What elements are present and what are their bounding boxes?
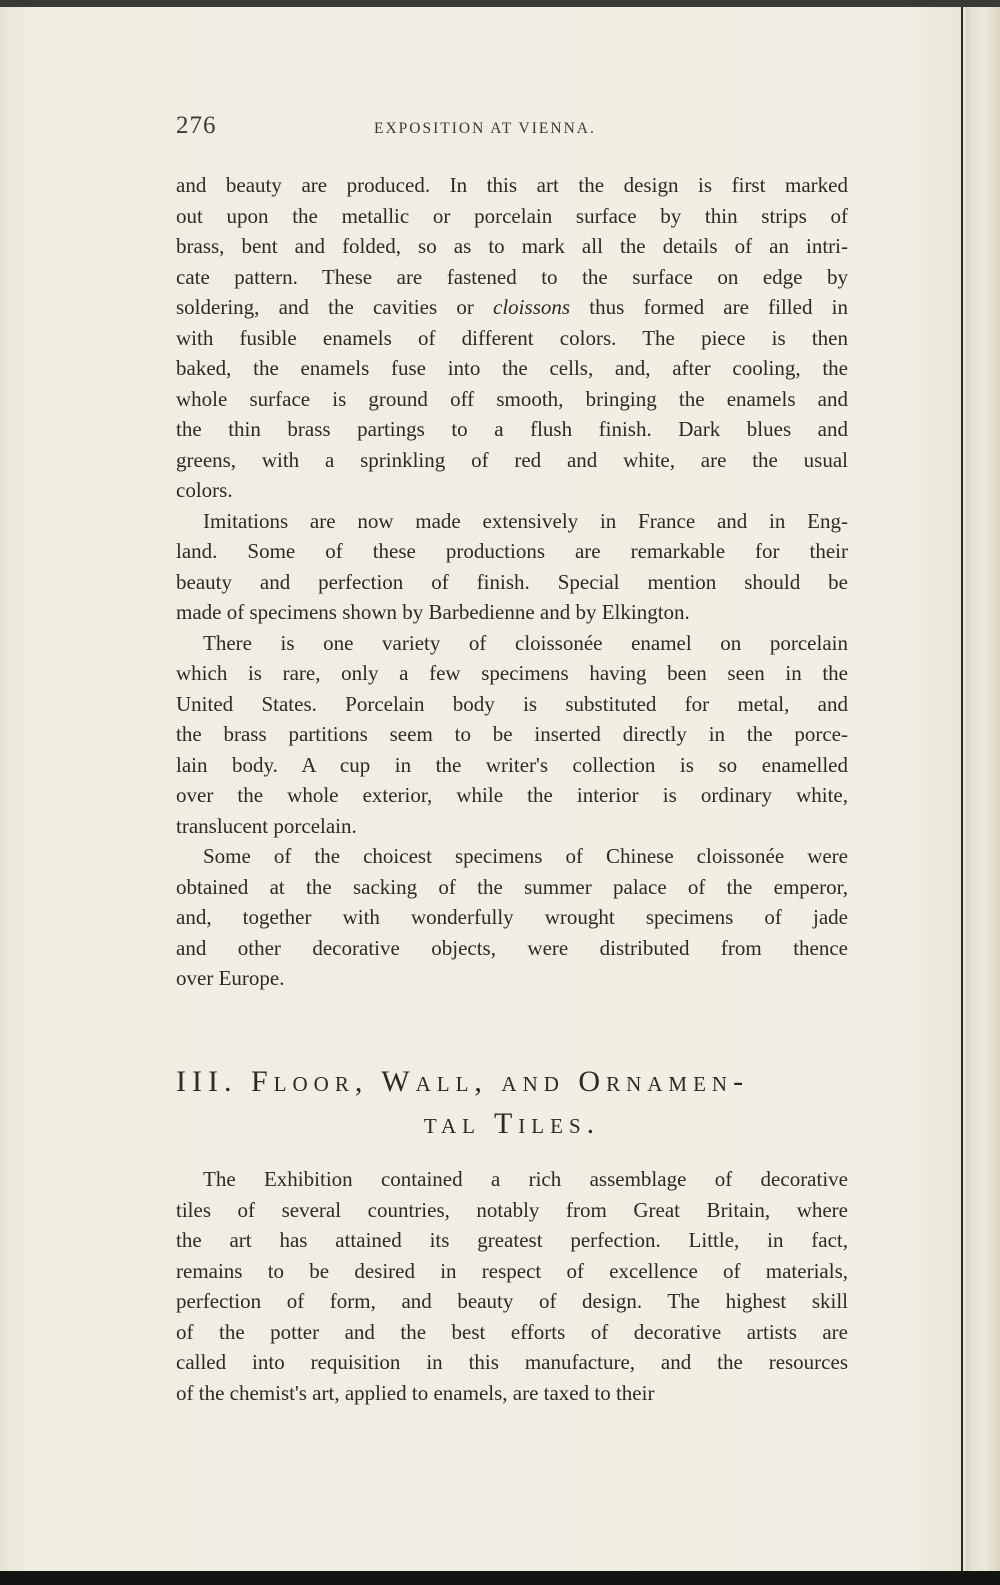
paragraph-1-line: whole surface is ground off smooth, bringing the enamels and [176, 386, 848, 411]
body-text [176, 170, 848, 994]
paragraph-3-line: which is rare, only a few specimens having been seen in the [176, 661, 848, 685]
paragraph-4-line: obtained at the sacking of the summer palace of the emperor, [176, 874, 848, 899]
section-paragraph-line: perfection of form, and beauty of design. The highest skill [176, 1289, 848, 1313]
paragraph-3-line: the brass partitions seem to be inserted directly in the porce- [176, 722, 848, 746]
paragraph-1-line: the thin brass partings to a flush finish. Dark blues and [176, 417, 848, 441]
paragraph-3-line: over the whole exterior, while the interior is ordinary white, [176, 783, 848, 807]
page-edge-line [961, 7, 963, 1573]
section-paragraph-line: the art has attained its greatest perfection. Little, in fact, [176, 1228, 848, 1252]
paragraph-1-line: out upon the metallic or porcelain surface by thin strips of [176, 203, 848, 228]
paragraph-1-line: soldering, and the cavities or cloissons thus formed are filled in [176, 295, 848, 319]
paragraph-1-line: colors. [176, 478, 233, 502]
section-body-text [176, 1164, 848, 1408]
paragraph-3-line: There is one variety of cloissonée enamel on porcelain [203, 630, 848, 655]
paragraph-1-line: baked, the enamels fuse into the cells, and, after cooling, the [176, 356, 848, 380]
paragraph-2-line: made of specimens shown by Barbedienne and by Elkington. [176, 600, 690, 624]
paragraph-2-line: land. Some of these productions are remarkable for their [176, 539, 848, 563]
page-edge-strip [966, 7, 1000, 1573]
scan-bottom-border [0, 1571, 1000, 1585]
paragraph-1 [176, 170, 848, 506]
section-heading [176, 1062, 848, 1144]
page-number: 276 [176, 112, 217, 139]
paragraph-1-line: and beauty are produced. In this art the design is first marked [176, 173, 848, 197]
section-paragraph-line: remains to be desired in respect of excellence of materials, [176, 1258, 848, 1283]
section-paragraph-line: tiles of several countries, notably from Great Britain, where [176, 1197, 848, 1222]
paragraph-4 [176, 841, 848, 994]
paragraph-1-line: cate pattern. These are fastened to the surface on edge by [176, 264, 848, 289]
paragraph-4-line: and other decorative objects, were distributed from thence [176, 935, 848, 960]
paragraph-4-line: Some of the choicest specimens of Chinese cloissonée were [203, 844, 848, 868]
paragraph-4-line: over Europe. [176, 966, 285, 990]
section-heading-line-2: tal Tiles. [423, 1107, 601, 1140]
page-header [176, 112, 848, 142]
paragraph-3-line: lain body. A cup in the writer's collection is so enamelled [176, 752, 848, 777]
section-paragraph-line: called into requisition in this manufacture, and the resources [176, 1350, 848, 1374]
paragraph-3-line: United States. Porcelain body is substituted for metal, and [176, 691, 848, 716]
paragraph-3-line: translucent porcelain. [176, 813, 357, 838]
section-paragraph-line: of the potter and the best efforts of decorative artists are [176, 1319, 848, 1344]
section-paragraph-line: of the chemist's art, applied to enamels, are taxed to their [176, 1380, 655, 1405]
paragraph-2-line: Imitations are now made extensively in France and in Eng- [203, 508, 848, 533]
paragraph-1-line: brass, bent and folded, so as to mark all the details of an intri- [176, 234, 848, 258]
section-heading-line-1: III. Floor, Wall, and Ornamen- [176, 1065, 750, 1098]
section-paragraph [176, 1164, 848, 1408]
paragraph-1-line: greens, with a sprinkling of red and white, are the usual [176, 447, 848, 472]
running-title: EXPOSITION AT VIENNA. [374, 120, 596, 137]
paragraph-4-line: and, together with wonderfully wrought specimens of jade [176, 905, 848, 929]
paragraph-3 [176, 628, 848, 842]
paragraph-2-line: beauty and perfection of finish. Special mention should be [176, 569, 848, 594]
section-paragraph-line: The Exhibition contained a rich assemblage of decorative [203, 1167, 848, 1191]
paragraph-2 [176, 506, 848, 628]
paragraph-1-line: with fusible enamels of different colors. The piece is then [176, 325, 848, 350]
